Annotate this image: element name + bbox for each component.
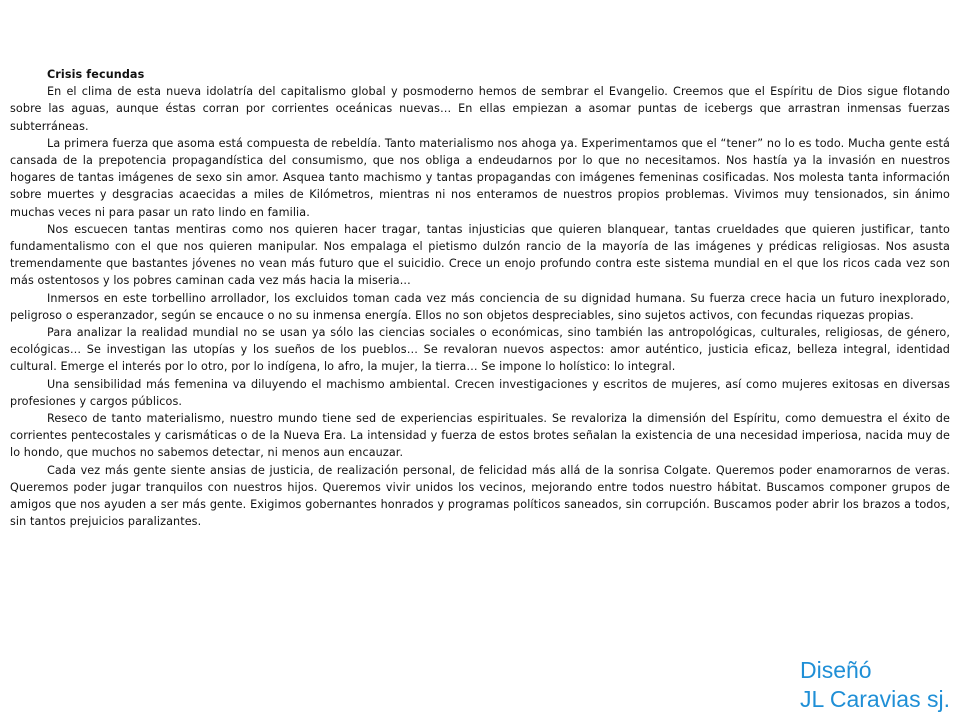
paragraph: Reseco de tanto materialismo, nuestro mundo tiene sed de experiencias espirituales. Se revaloriza la dimensión del Espíritu, como demuestra el éxito de corrientes pentecostales y carismáticas o de la Nueva Era. La intensidad y fuerza de estos brotes señalan la existencia de una necesidad imperiosa, nacida muy de lo hondo, que muchos no sabemos detectar, ni menos aun encauzar. [10, 412, 950, 460]
paragraph: Inmersos en este torbellino arrollador, los excluidos toman cada vez más conciencia de su dignidad humana. Su fuerza crece hacia un futuro inexplorado, peligroso o esperanzador, según se encauce o no su inmensa energía. Ellos no son objetos despreciables, sino sujetos activos, con fecundas riquezas propias. [10, 291, 950, 322]
signature-author-name: JL Caravias sj. [800, 686, 950, 712]
document-title: Crisis fecundas [47, 68, 145, 81]
paragraph: Una sensibilidad más femenina va diluyendo el machismo ambiental. Crecen investigaciones y escritos de mujeres, así como mujeres exitosas en diversas profesiones y cargos públicos. [10, 377, 950, 408]
paragraph: En el clima de esta nueva idolatría del capitalismo global y posmoderno hemos de sembrar el Evangelio. Creemos que el Espíritu de Dios sigue flotando sobre las aguas, aunque éstas corran por corrientes oceánicas nuevas… En ellas empiezan a asomar puntas de icebergs que arrastran inmensas fuerzas subterráneas. [10, 85, 950, 133]
document-body [10, 66, 950, 530]
paragraph: Nos escuecen tantas mentiras como nos quieren hacer tragar, tantas injusticias que quieren blanquear, tantas crueldades que quieren justificar, tanto fundamentalismo con el que nos quieren manipular. Nos empalaga el pietismo dulzón rancio de la mayoría de las imágenes y prédicas religiosas. Nos asusta tremendamente que bastantes jóvenes no vean más futuro que el suicidio. Crece un enojo profundo contra este sistema mundial en el que los ricos cada vez son más ostentosos y los pobres caminan cada vez más hacia la miseria... [10, 222, 950, 288]
paragraph: La primera fuerza que asoma está compuesta de rebeldía. Tanto materialismo nos ahoga ya. Experimentamos que el “tener” no lo es todo. Mucha gente está cansada de la prepotencia propagandística del consumismo, que nos obliga a endeudarnos por lo que no necesitamos. Nos hastía ya la invasión en nuestros hogares de tantas imágenes de sexo sin amor. Asquea tanto machismo y tantas propagandas con imágenes femeninas cosificadas. Nos molesta tanta información sobre muertes y desgracias acaecidas a miles de Kilómetros, mientras ni nos enteramos de nuestros propios problemas. Vivimos muy tensionados, sin ánimo muchas veces ni para pasar un rato lindo en familia. [10, 136, 950, 219]
paragraph: Para analizar la realidad mundial no se usan ya sólo las ciencias sociales o económicas, sino también las antropológicas, culturales, religiosas, de género, ecológicas… Se investigan las utopías y los sueños de los pueblos… Se revaloran nuevos aspectos: amor auténtico, justicia eficaz, belleza integral, identidad cultural. Emerge el interés por lo otro, por lo indígena, lo afro, la mujer, la tierra… Se impone lo holístico: lo integral. [10, 326, 950, 374]
paragraph: Cada vez más gente siente ansias de justicia, de realización personal, de felicidad más allá de la sonrisa Colgate. Queremos poder enamorarnos de veras. Queremos poder jugar tranquilos con nuestros hijos. Queremos vivir unidos los vecinos, mejorando entre todos nuestro hábitat. Buscamos componer grupos de amigos que nos ayuden a ser más gente. Exigimos gobernantes honrados y programas políticos saneados, sin corrupción. Buscamos poder abrir los brazos a todos, sin tantos prejuicios paralizantes. [10, 463, 950, 529]
author-signature [800, 656, 950, 714]
signature-designed-label: Diseñó [800, 657, 872, 683]
